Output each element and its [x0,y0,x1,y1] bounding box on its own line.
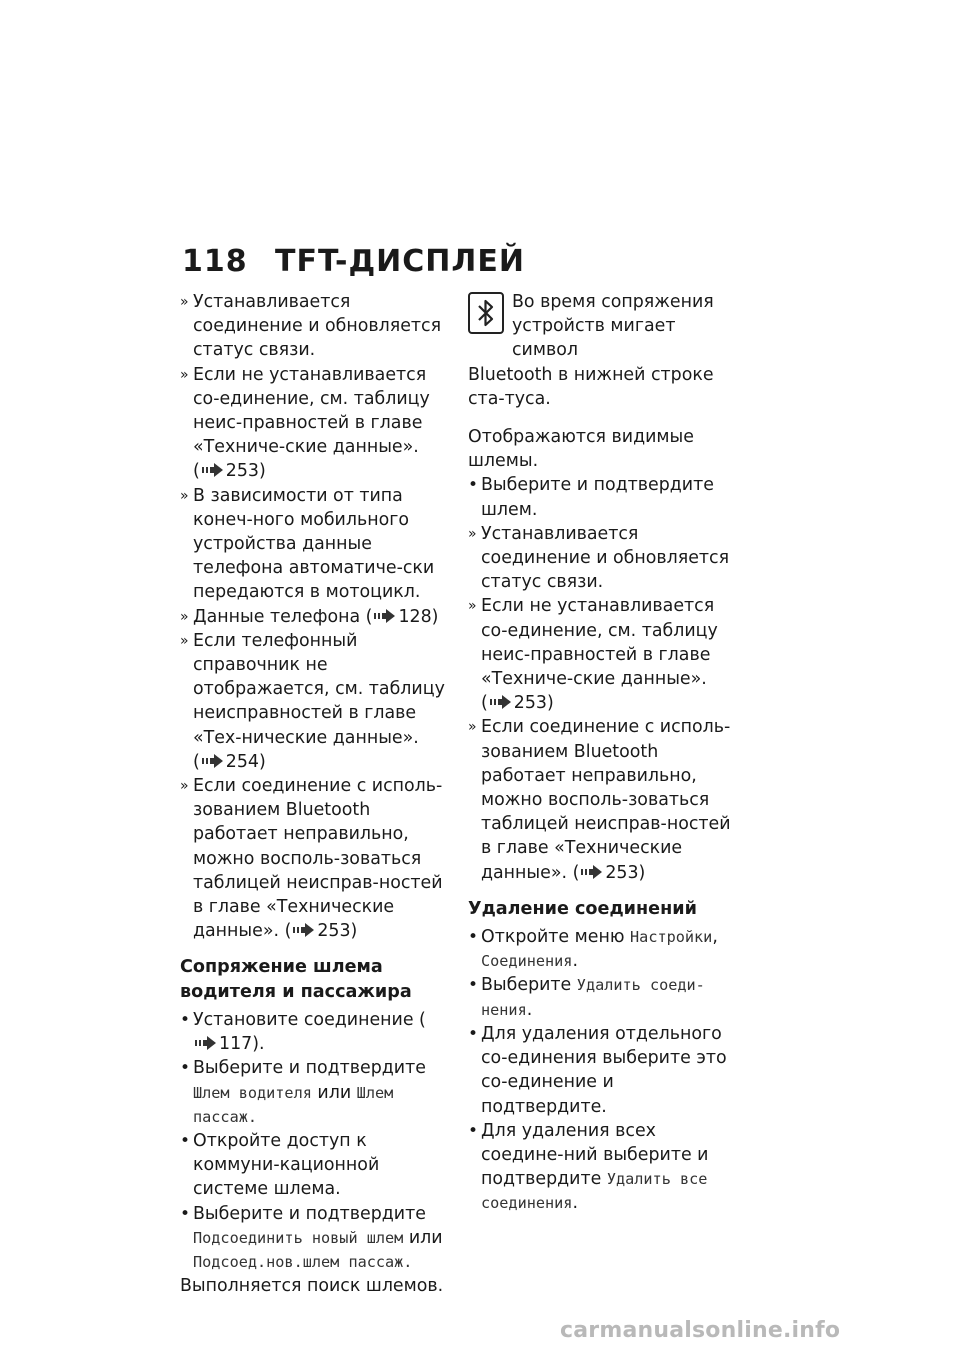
result-arrow-icon: » [180,487,189,504]
step-item: • Выберите и подтвердите шлем. [468,475,714,520]
reference-arrow-icon [202,754,224,768]
reference-arrow-icon [374,609,396,623]
step-item: • Откройте доступ к коммуни-кационной системе шлема. [180,1130,380,1200]
result-arrow-icon: » [468,525,477,542]
menu-option: Удалить соеди-нения [481,976,705,1019]
info-text: Отображаются видимые шлемы. [468,427,694,472]
step-item: • Установите соединение (117). [180,1009,426,1055]
result-arrow-icon: » [468,719,477,736]
result-item: » Если не устанавливается со-единение, см. таблицу неис-правностей в главе «Техниче-ские данные». ( 253) [468,596,718,714]
menu-option: Шлем пассаж. [193,1083,394,1126]
bullet-icon: • [180,1058,191,1079]
result-item: » Если соединение с исполь-зованием Bluetooth работает неправильно, можно восполь-зоваться таблицей неисправ-ностей в главе «Технические данные». ( 253) [468,717,731,883]
page-reference[interactable]: ( 253) [572,862,646,883]
bullet-icon: • [468,927,479,948]
page-title: TFT-ДИСПЛЕЙ [275,244,525,279]
menu-option: Шлем водителя [193,1083,312,1102]
page-reference[interactable]: 128) [372,607,438,627]
result-item: » В зависимости от типа конеч-ного мобильного устройства данные телефона автоматиче-ски передаются в мотоцикл. [180,485,435,603]
menu-option: Соединения [481,952,573,971]
step-item: • Выберите Удалить соеди-нения. [468,975,705,1020]
result-item: » Если соединение с исполь-зованием Bluetooth работает неправильно, можно восполь-зоваться таблицей неисправ-ностей в главе «Технические данные». ( 253) [180,776,443,942]
bullet-icon: • [468,1120,479,1141]
page-number: 118 [182,244,248,279]
bullet-icon: • [180,1009,191,1030]
menu-option: Настройки [630,928,713,947]
bluetooth-icon [468,292,504,334]
reference-arrow-icon [195,1036,217,1050]
bluetooth-note: Во время сопряжения устройств мигает символ Bluetooth в нижней строке ста-туса. [468,292,714,409]
bullet-icon: • [468,475,479,496]
step-item: • Откройте меню Настройки, Соединения. [468,927,718,972]
page-reference[interactable]: ( 253) [481,693,554,714]
bullet-icon: • [180,1130,191,1151]
result-arrow-icon: » [180,778,189,795]
step-item: • Для удаления отдельного со-единения выберите это со-единение и подтвердите. [468,1023,727,1117]
right-column [468,290,740,1216]
reference-arrow-icon [202,463,224,477]
page-reference[interactable]: ( 253) [193,461,266,482]
result-item: » Устанавливается соединение и обновляется статус связи. [468,523,730,593]
result-item: » Если не устанавливается со-единение, см. таблицу неис-правностей в главе «Техниче-ские данные». ( 253) [180,364,430,482]
reference-arrow-icon [293,923,315,937]
reference-arrow-icon [490,695,512,709]
page-reference[interactable]: ( 253) [284,921,358,942]
result-item: » Устанавливается соединение и обновляется статус связи. [180,292,442,361]
result-arrow-icon: » [180,294,189,310]
menu-option: Подсоединить новый шлем [193,1228,404,1247]
section-heading: Сопряжение шлема водителя и пассажира [180,957,412,1002]
bullet-icon: • [468,975,479,996]
watermark: carmanualsonline.info [560,1318,841,1343]
bullet-icon: • [180,1203,191,1224]
step-item: • Выберите и подтвердите Шлем водителя или Шлем пассаж. [180,1058,426,1126]
section-heading: Удаление соединений [468,898,697,919]
menu-option: Удалить все соединения [481,1170,708,1213]
result-arrow-icon: » [180,366,189,383]
result-item: » Если телефонный справочник не отображается, см. таблицу неисправностей в главе «Тех-нические данные». ( 254) [180,630,445,772]
bullet-icon: • [468,1023,479,1044]
page-reference[interactable]: ( 254) [193,751,266,772]
reference-arrow-icon [581,865,603,879]
result-arrow-icon: » [180,632,189,649]
menu-option: Подсоед.нов.шлем пассаж. [193,1252,413,1271]
result-arrow-icon: » [180,608,189,625]
result-arrow-icon: » [468,598,477,615]
step-item: • Выберите и подтвердите Подсоединить новый шлем или Подсоед.нов.шлем пассаж. [180,1203,443,1271]
page-reference[interactable]: 117). [193,1034,265,1054]
result-text: Выполняется поиск шлемов. [180,1276,444,1297]
left-column [180,290,452,1298]
result-item: » Данные телефона ( 128) [180,605,452,629]
step-item: • Для удаления всех соедине-ний выберите и подтвердите Удалить все соединения. [468,1120,709,1214]
